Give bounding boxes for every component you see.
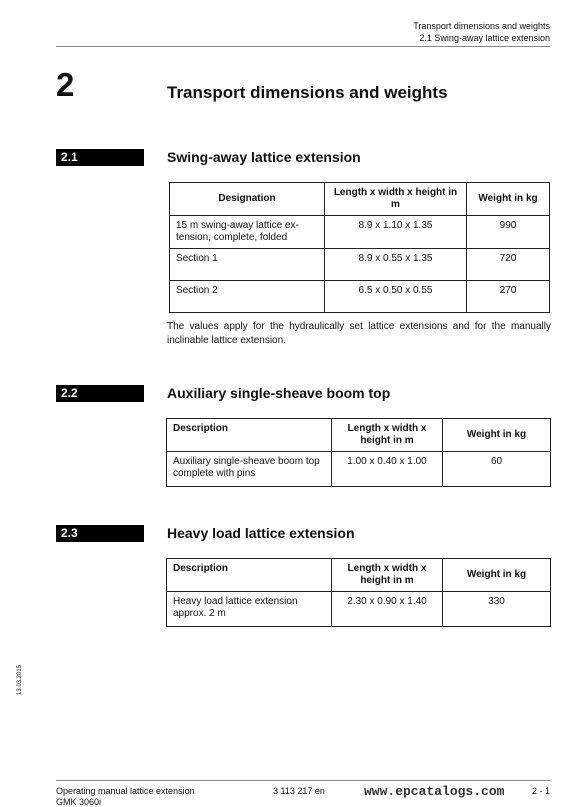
column-header: Length x width x height in m [325,183,467,216]
table-row [167,592,551,627]
table-cell: 1.00 x 0.40 x 1.00 [332,452,443,487]
table-cell: 8.9 x 1.10 x 1.35 [325,216,467,249]
column-header: Description [167,419,332,452]
table-row [170,216,550,249]
page-number: 2 - 1 [531,786,550,796]
running-header [413,20,550,44]
table-cell: 720 [467,249,550,281]
table-cell: 8.9 x 0.55 x 1.35 [325,249,467,281]
section-title: Auxiliary single-sheave boom top [167,385,391,401]
boom-top-table [166,418,551,487]
table-cell: Auxiliary single-sheave boom top complete with pins [167,452,332,487]
section-title: Swing-away lattice extension [167,149,361,165]
column-header: Designation [170,183,325,216]
footer-model: GMK 3060i [56,797,102,807]
section-number-bar: 2.1 [56,149,144,166]
footer-manual-title: Operating manual lattice extension [56,786,195,796]
table-cell: Heavy load lattice extension approx. 2 m [167,592,332,627]
chapter-number: 2 [56,66,75,103]
table-row [170,249,550,281]
table-cell: 6.5 x 0.50 x 0.55 [325,281,467,313]
table-row [167,452,551,487]
table-cell: 330 [443,592,551,627]
section-number-bar: 2.3 [56,525,144,542]
header-line-1: Transport dimensions and weights [413,21,550,31]
column-header: Weight in kg [443,419,551,452]
section-title: Heavy load lattice extension [167,525,355,541]
swing-away-extension-table [169,182,550,313]
heavy-load-table [166,558,551,627]
table-cell: 990 [467,216,550,249]
table-cell: 60 [443,452,551,487]
footer-document-number: 3 113 217 en [273,786,325,796]
table-row [170,281,550,313]
watermark-link[interactable]: www.epcatalogs.com [364,784,505,799]
table-cell: 270 [467,281,550,313]
table-note: The values apply for the hydraulically set lattice extensions and for the manually inclinable lattice extension. [167,321,551,346]
column-header: Weight in kg [443,559,551,592]
footer-rule [56,780,550,781]
revision-date: 13.03.2015 [17,664,23,695]
table-cell: Section 1 [170,249,325,281]
table-cell: Section 2 [170,281,325,313]
section-number-bar: 2.2 [56,385,144,402]
column-header: Weight in kg [467,183,550,216]
header-rule [56,46,550,47]
column-header: Length x width x height in m [332,419,443,452]
column-header: Description [167,559,332,592]
table-cell: 15 m swing-away lattice ex-tension, complete, folded [170,216,325,249]
chapter-title: Transport dimensions and weights [167,83,448,102]
column-header: Length x width x height in m [332,559,443,592]
header-line-2: 2.1 Swing-away lattice extension [419,33,550,43]
table-cell: 2.30 x 0.90 x 1.40 [332,592,443,627]
footer-manual [56,786,195,807]
